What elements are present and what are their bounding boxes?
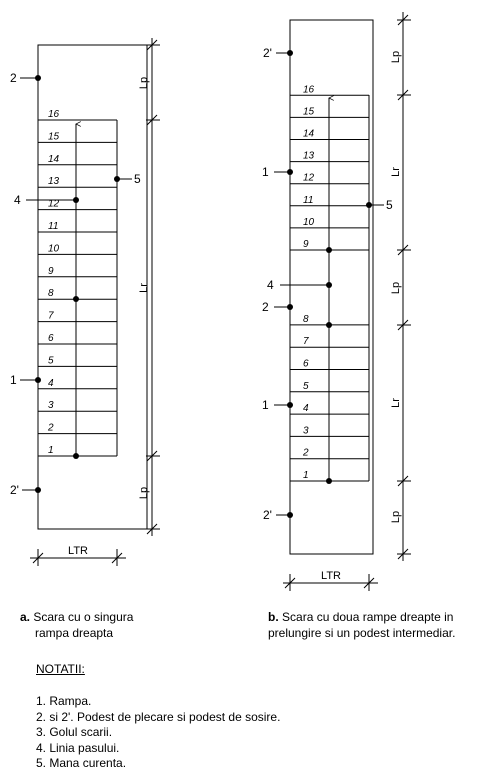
marker-1-a: 1 (10, 373, 17, 387)
figure-b-step-number: 1 (303, 470, 309, 481)
marker-4-a: 4 (14, 193, 21, 207)
marker-1-bottom-b: 1 (262, 398, 269, 412)
dim-lp-top-b: Lp (390, 50, 402, 64)
figure-a-step-number: 16 (48, 109, 60, 120)
figure-a-step-number: 5 (48, 355, 54, 367)
figure-b-step-number: 4 (303, 403, 309, 415)
marker-2-a: 2 (10, 71, 17, 85)
notes-list (36, 694, 280, 772)
caption-a (20, 609, 133, 641)
caption-b-line1: Scara cu doua rampe dreapte in (282, 610, 454, 624)
dim-ltr-a: LTR (68, 545, 88, 557)
figure-b-step-number: 5 (303, 380, 309, 392)
caption-a-line2: rampa dreapta (35, 626, 114, 640)
step-lines-a (38, 109, 117, 456)
figure-a-step-number: 9 (48, 265, 54, 277)
figure-a-step-number: 8 (48, 288, 54, 300)
figure-a-step-number: 15 (48, 131, 60, 143)
dim-lp-top-a: Lp (138, 76, 150, 90)
marker-4-b: 4 (267, 278, 274, 292)
notes-item: 4. Linia pasului. (36, 740, 120, 755)
figure-a-step-number: 2 (48, 422, 54, 434)
figure-a-step-number: 12 (48, 198, 60, 210)
figure-b-step-number: 16 (303, 84, 315, 96)
figure-b-plan (262, 12, 411, 591)
figure-a-step-number: 13 (48, 176, 60, 188)
marker-5-a: 5 (134, 172, 141, 186)
notes-section (36, 662, 280, 772)
caption-b-line2: prelungire si un podest intermediar. (268, 626, 456, 640)
figure-b-step-number: 12 (303, 172, 315, 184)
marker-2prime-bottom-b: 2' (263, 508, 272, 522)
dim-lp-bottom-a: Lp (138, 486, 150, 500)
figure-b-step-number: 7 (303, 336, 309, 348)
figure-b-step-number: 2 (303, 447, 309, 459)
figure-b-step-number: 8 (303, 313, 309, 325)
marker-5-b: 5 (386, 198, 393, 212)
figure-b-step-number: 9 (303, 239, 309, 250)
dim-lp-bottom-b: Lp (390, 510, 402, 524)
caption-b-letter: b. (268, 610, 279, 624)
figure-a-step-number: 6 (48, 333, 54, 344)
dim-ltr-b: LTR (321, 570, 341, 582)
marker-2prime-top-b: 2' (263, 46, 272, 60)
marker-1-top-b: 1 (262, 165, 269, 179)
notes-item: 1. Rampa. (36, 694, 92, 708)
figure-b-step-number: 10 (303, 216, 315, 228)
figure-a-step-number: 1 (48, 445, 54, 456)
walking-line-dot-a (73, 296, 79, 302)
figure-b-step-number: 13 (303, 150, 315, 162)
figure-a-step-number: 10 (48, 243, 60, 255)
caption-a-letter: a. (20, 610, 31, 624)
figure-b-step-number: 3 (303, 425, 309, 437)
notes-item: 3. Golul scarii. (36, 725, 113, 739)
figure-a-step-number: 4 (48, 377, 54, 389)
figure-b-step-number: 15 (303, 106, 315, 118)
figure-b-step-number: 14 (303, 128, 315, 140)
dim-lp-mid-b: Lp (390, 281, 402, 295)
figure-b-step-number: 6 (303, 358, 309, 370)
figure-a-step-number: 3 (48, 400, 54, 412)
dim-lr-top-b: Lr (390, 167, 402, 177)
caption-b (268, 609, 455, 641)
dim-lr-a: Lr (138, 283, 150, 293)
figure-a-step-number: 7 (48, 310, 54, 322)
walking-line-start-a (73, 453, 79, 459)
figure-b-step-number: 11 (303, 194, 314, 206)
dim-lr-bottom-b: Lr (390, 398, 402, 408)
marker-2-b: 2 (262, 300, 269, 314)
notes-item: 2. si 2'. Podest de plecare si podest de sosire. (36, 709, 281, 724)
notes-item: 5. Mana curenta. (36, 756, 127, 770)
figure-a-step-number: 14 (48, 153, 60, 165)
figure-a-step-number: 11 (48, 221, 59, 232)
marker-2prime-a: 2' (10, 483, 19, 497)
caption-a-line1: Scara cu o singura (33, 610, 134, 624)
notes-title: NOTATII: (36, 662, 85, 676)
figure-a-plan (10, 38, 160, 566)
